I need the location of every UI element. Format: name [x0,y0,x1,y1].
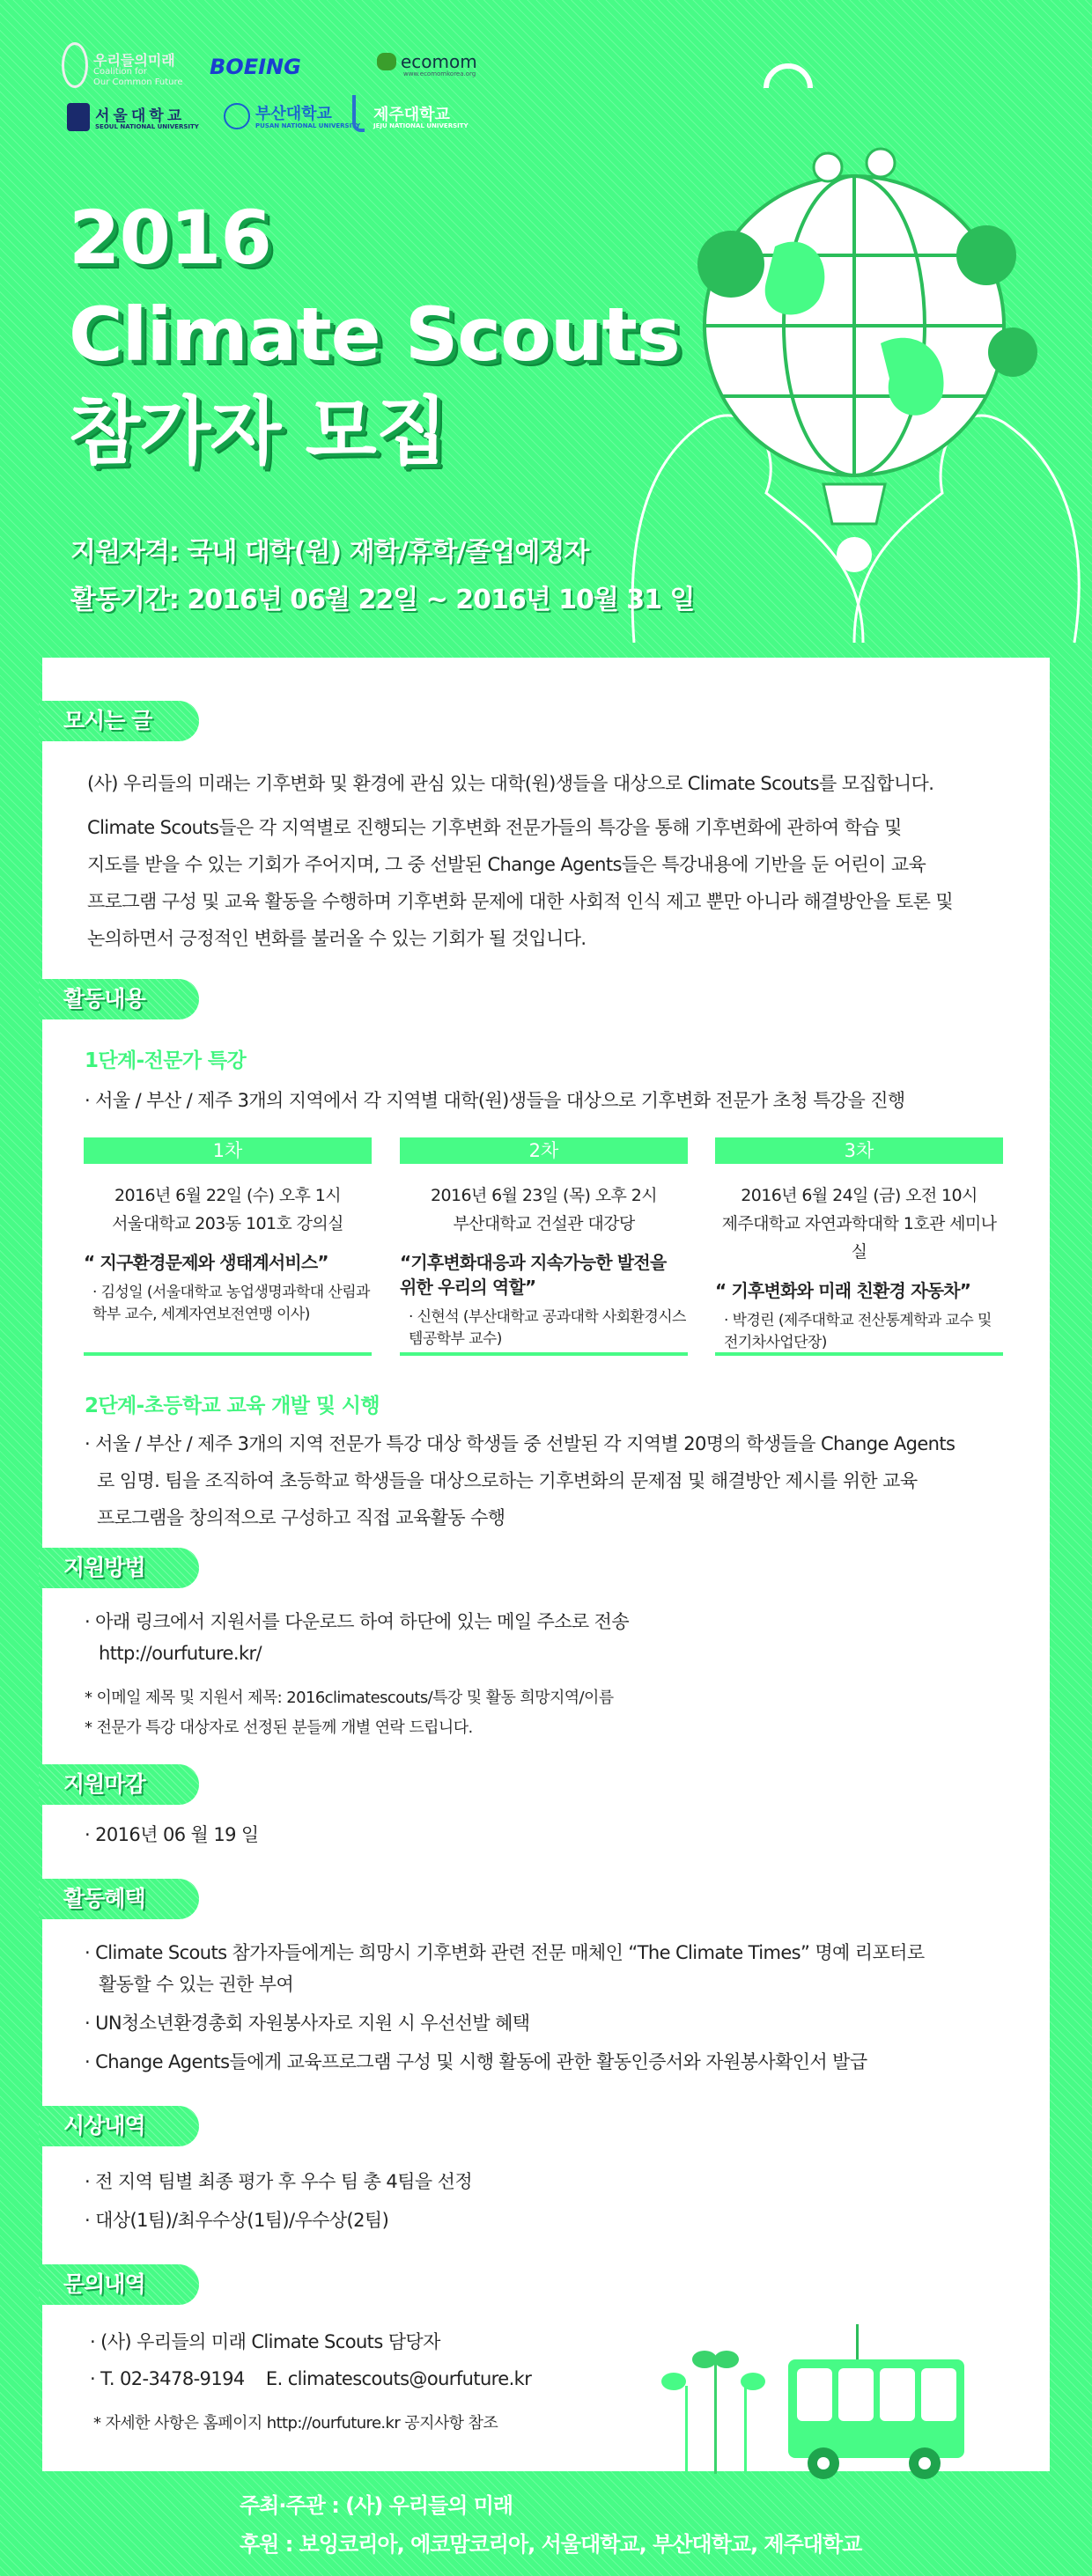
hero-title: Climate Scouts [69,291,680,378]
bus-illustration [643,2324,978,2500]
snu-emblem-icon [67,103,90,131]
stage2-desc-line: · 서울 / 부산 / 제주 3개의 지역 전문가 특강 대상 학생들 중 선발된 각 지역별 20명의 학생들을 Change Agents [85,1433,956,1454]
jnu-emblem-icon [352,95,365,132]
section-tab-deadline: 지원마감 [39,1764,199,1805]
intro-p2-line: 논의하면서 긍정적인 변화를 불러올 수 있는 기회가 될 것입니다. [87,928,587,949]
stage2-desc-line: 로 임명. 팀을 조직하여 초등학교 학생들을 대상으로하는 기후변화의 문제점 및 해결방안 제시를 위한 교육 [97,1470,918,1491]
lecture-topic: “기후변화대응과 지속가능한 발전을 위한 우리의 역할” [400,1252,667,1298]
intro-p2-line: 프로그램 구성 및 교육 활동을 수행하며 기후변화 문제에 대한 사회적 인식 제고 뿐만 아니라 해결방안을 토론 및 [87,891,954,912]
benefit-item: 활동할 수 있는 권한 부여 [99,1974,294,1995]
contact-phone-email: · T. 02-3478-9194 E. climatescouts@ourfuture.kr [90,2368,532,2389]
apply-line: · 아래 링크에서 지원서를 다운로드 하여 하단에 있는 메일 주소로 전송 [85,1611,630,1632]
stage2-desc-line: 프로그램을 창의적으로 구성하고 직접 교육활동 수행 [97,1507,505,1528]
lecture-speaker: · 신현석 (부산대학교 공과대학 사회환경시스템공학부 교수) [409,1308,686,1348]
logo-boeing: BOEING [210,55,301,79]
award-item: · 전 지역 팀별 최종 평가 후 우수 팀 총 4팀을 선정 [85,2171,473,2192]
child-icon [867,149,895,177]
sprout-icon [661,2373,765,2474]
hero-subtitle: 참가자 모집 [69,388,446,475]
lecture-speaker: · 박경린 (제주대학교 전산통계학과 교수 및 전기차사업단장) [724,1312,992,1351]
lecture-date: 2016년 6월 22일 (수) 오후 1시 [114,1186,341,1205]
sprout-icon [842,2324,867,2359]
section-tab-contact: 문의내역 [39,2264,199,2305]
deadline-date: · 2016년 06 월 19 일 [85,1824,259,1845]
tree-icon [956,225,1016,285]
lecture-round: 1차 [84,1137,372,1164]
lecture-round: 2차 [400,1137,688,1164]
sprout-icon [692,2351,739,2474]
tree-icon [697,231,764,298]
pnu-emblem-icon [224,103,250,129]
lecture-topic: “ 지구환경문제와 생태계서비스” [84,1252,328,1273]
lecture-venue: 서울대학교 203동 101호 강의실 [112,1214,343,1233]
basket-icon [823,484,885,524]
lecture-speaker: · 김성일 (서울대학교 농업생명과학대 산림과학부 교수, 세계자연보전연맹 이사) [92,1284,370,1323]
lecture-card [400,1137,688,1356]
lecture-date: 2016년 6월 23일 (목) 오후 2시 [430,1186,657,1205]
intro-p2-line: 지도를 받을 수 있는 기회가 주어지며, 그 중 선발된 Change Agents들은 특강내용에 기반을 둔 어린이 교육 [87,854,926,875]
lecture-round: 3차 [715,1137,1003,1164]
stage2-heading: 2단계-초등학교 교육 개발 및 시행 [85,1395,380,1417]
lecture-card [715,1137,1003,1356]
lecture-venue: 부산대학교 건설관 대강당 [453,1214,635,1233]
footer-host: 주최·주관 : (사) 우리들의 미래 [240,2493,513,2518]
section-tab-apply: 지원방법 [39,1548,199,1588]
tree-icon [377,53,396,70]
section-tab-intro: 모시는 글 [39,701,199,741]
apply-note: * 전문가 특강 대상자로 선정된 분들께 개별 연락 드립니다. [85,1719,473,1737]
benefit-item: · Climate Scouts 참가자들에게는 희망시 기후변화 관련 전문 매체인 “The Climate Times” 명예 리포터로 [85,1942,925,1963]
activity-period: 활동기간: 2016년 06월 22일 ~ 2016년 10월 31 일 [70,585,695,615]
section-tab-benefits: 활동혜택 [39,1879,199,1919]
tree-icon [988,328,1037,377]
benefit-item: · UN청소년환경총회 자원봉사자로 지원 시 우선선발 혜택 [85,2013,530,2034]
intro-p2-line: Climate Scouts들은 각 지역별로 진행되는 기후변화 전문가들의 특강을 통해 기후변화에 관하여 학습 및 [87,817,902,838]
lecture-card [84,1137,372,1356]
lecture-topic: “ 기후변화와 미래 친환경 자동차” [715,1280,971,1301]
globe-illustration [599,35,1092,643]
bulb-icon [837,537,872,572]
award-item: · 대상(1팀)/최우수상(1팀)/우수상(2팀) [85,2210,389,2231]
footer-sponsor: 후원 : 보잉코리아, 에코맘코리아, 서울대학교, 부산대학교, 제주대학교 [240,2532,862,2557]
intro-p1: (사) 우리들의 미래는 기후변화 및 환경에 관심 있는 대학(원)생들을 대상으로 Climate Scouts를 모집합니다. [87,773,934,794]
section-tab-activity: 활동내용 [39,979,199,1019]
section-tab-awards: 시상내역 [39,2106,199,2146]
apply-note: * 이메일 제목 및 지원서 제목: 2016climatescouts/특강 및 활동 희망지역/이름 [85,1689,614,1707]
contact-note: * 자세한 사항은 홈페이지 http://ourfuture.kr 공지사항 참조 [93,2414,498,2432]
hero-year: 2016 [69,195,271,281]
ourfuture-mark-icon [62,42,88,88]
stage1-desc: · 서울 / 부산 / 제주 3개의 지역에서 각 지역별 대학(원)생들을 대상으로 기후변화 전문가 초청 특강을 진행 [85,1090,905,1111]
eligibility: 지원자격: 국내 대학(원) 재학/휴학/졸업예정자 [70,537,589,568]
apply-link[interactable]: http://ourfuture.kr/ [99,1643,262,1664]
contact-org: · (사) 우리들의 미래 Climate Scouts 담당자 [90,2331,440,2352]
lecture-date: 2016년 6월 24일 (금) 오전 10시 [741,1186,978,1205]
rainbow-icon [766,66,810,88]
benefit-item: · Change Agents들에게 교육프로그램 구성 및 시행 활동에 관한 활동인증서와 자원봉사확인서 발급 [85,2051,867,2072]
child-icon [814,153,842,181]
stage1-heading: 1단계-전문가 특강 [85,1049,247,1072]
lecture-venue: 제주대학교 자연과학대학 1호관 세미나실 [721,1214,997,1262]
